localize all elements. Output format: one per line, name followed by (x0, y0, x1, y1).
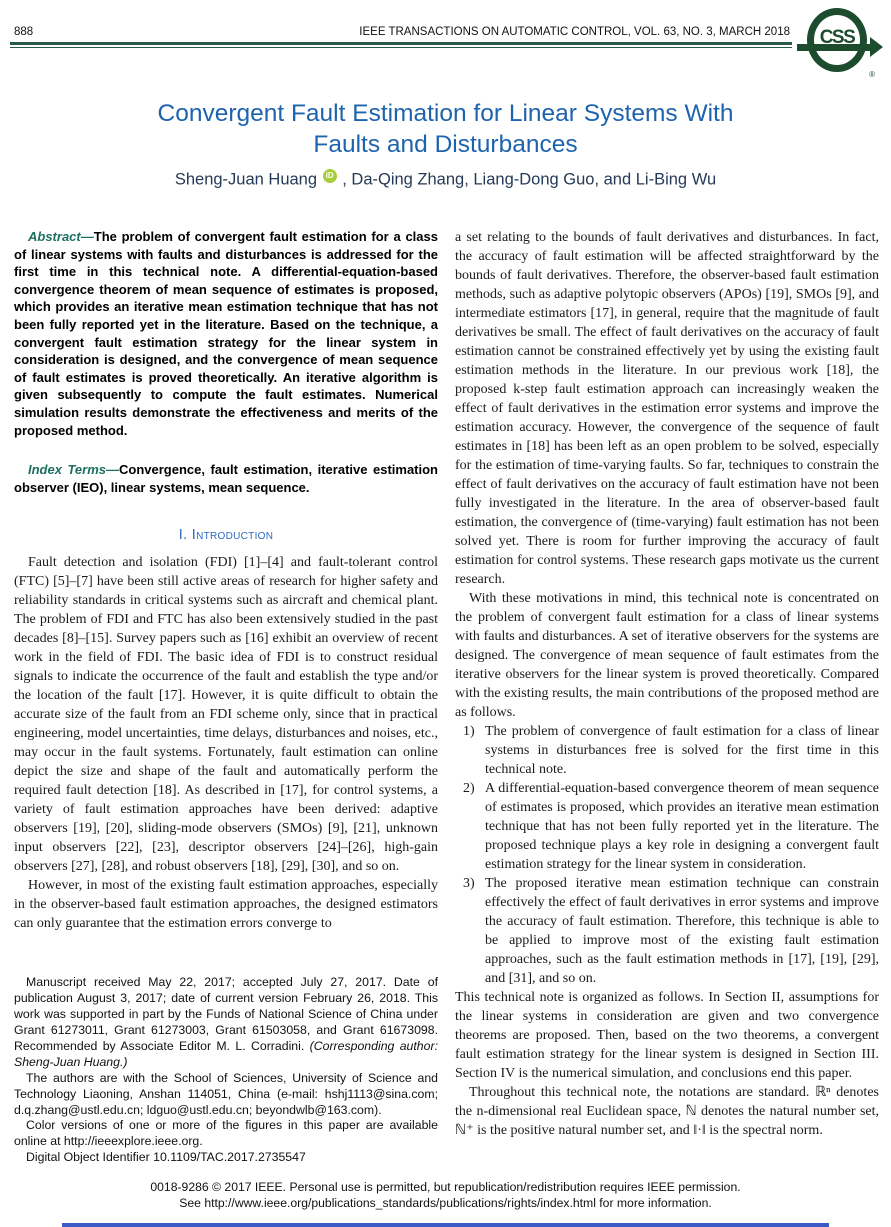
paper-title-line2: Faults and Disturbances (313, 131, 578, 158)
continuation-paragraph: a set relating to the bounds of fault derivatives and disturbances. In fact, the accuracy of fault estimation will be affected straightforward by the bounds of fault derivatives. Therefore, the observer-based fault estimation methods, such as adaptive polytopic observers (APOs) [19], SMOs [9], and intermediate estimators [17], in general, require that the magnitude of fault derivatives be small. The effect of fault derivatives on the accuracy of fault estimation cannot be constrained effectively yet by using the existing fault estimation methods in the literature. In our previous work [18], the proposed k-step fault estimation approach can increasingly weaken the effect of fault derivatives in the estimation error systems and improve the estimation accuracy. However, the convergence of the sequence of fault estimates in [18] has been left as an open problem to be solved, especially for the estimation of time-varying faults. So far, techniques to constrain the effect of fault derivatives on the accuracy of fault estimation have not been fully investigated in the literature. In the area of observer-based fault estimation, the convergence of (time-varying) fault estimation has not been solved yet. There is room for further improving the accuracy of fault estimation for control systems. These research gaps motivate us the current research. (455, 230, 879, 587)
footnote-affiliation: The authors are with the School of Sciences, University of Science and Technology Liaoning, Anshan 114051, China (e-mail: hshj1113@sina.com; d.q.zhang@ustl.edu.cn; ldguo@ustl.edu.cn; beyondwlb@163.com). (14, 1070, 438, 1117)
copyright-line1: 0018-9286 © 2017 IEEE. Personal use is permitted, but republication/redistribution requires IEEE permission. (150, 1180, 741, 1194)
section-title: Introduction (191, 527, 274, 544)
logo-arrow-head-icon (870, 37, 883, 57)
left-column (14, 228, 438, 1166)
paper-title (0, 98, 891, 160)
copyright-footer (0, 1179, 891, 1211)
list-item-number: 2) (463, 781, 475, 796)
right-column (455, 228, 879, 1140)
notation-paragraph: Throughout this technical note, the notations are standard. ℝⁿ denotes the n-dimensional real Euclidean space, ℕ denotes the natural number set, ℕ⁺ is the positive natural number set, and ‖·‖ is the spectral norm. (455, 1085, 879, 1138)
authors-rest: , Da-Qing Zhang, Liang-Dong Guo, and Li-Bing Wu (342, 170, 717, 189)
abstract-paragraph (14, 228, 438, 439)
corresponding-author-note: (Corresponding author: Sheng-Juan Huang.) (14, 1038, 438, 1069)
header-rule (10, 42, 792, 48)
organization-paragraph: This technical note is organized as follows. In Section II, assumptions for the linear systems in consideration are given and two convergence theorems are proposed. Then, based on the two theorems, a convergent fault estimation strategy for the linear system is designed in Section III. Section IV is the numerical simulation, and conclusions end this paper. (455, 990, 879, 1081)
footnote-manuscript-text: Manuscript received May 22, 2017; accepted July 27, 2017. Date of publication August 3, 2017; date of current version February 26, 2018. This work was supported in part by the Funds of National Science of China under Grant 61273011, Grant 61273003, Grant 61503058, and Grant 61673098. Recommended by Associate Editor M. L. Corradini. (14, 975, 438, 1053)
list-item-number: 3) (463, 876, 475, 891)
author-line (0, 169, 891, 190)
list-item (455, 779, 879, 874)
list-item-text: A differential-equation-based convergence theorem of mean sequence of estimates is proposed, which provides an iterative mean estimation technique that has not been fully reported yet in the literature. The proposed technique plays a key role in designing a convergent fault estimation strategy for the linear system in consideration. (485, 781, 879, 872)
page-number: 888 (14, 26, 34, 38)
paper-title-line1: Convergent Fault Estimation for Linear Systems With (157, 100, 734, 127)
header-rule-thin (10, 47, 792, 48)
author-first: Sheng-Juan Huang (174, 170, 318, 189)
index-terms-label: Index Terms— (28, 462, 120, 478)
list-item (455, 722, 879, 779)
list-item-number: 1) (463, 724, 475, 739)
bottom-edge-bar (62, 1223, 829, 1227)
footnote-color-versions[interactable]: Color versions of one or more of the figures in this paper are available online at http://ieeexplore.ieee.org. (14, 1118, 438, 1149)
list-item-text: The problem of convergence of fault estimation for a class of linear systems in disturbances free is solved for the first time in this technical note. (485, 724, 879, 777)
list-item (455, 874, 879, 988)
motivation-paragraph: With these motivations in mind, this technical note is concentrated on the problem of convergent fault estimation for a class of linear systems with faults and disturbances. A set of iterative observers for the systems are designed. The convergence of mean sequence of fault estimates from the iterative observers for the linear system is proved theoretically. Compared with the existing results, the main contributions of the proposed method are as follows. (455, 591, 879, 720)
list-item-text: The proposed iterative mean estimation technique can constrain effectively the effect of fault derivatives in error systems and improve the accuracy of fault estimation. Therefore, this technique is able to be applied to improve most of the existing fault estimation approaches, such as the fault estimation methods in [17], [19], [29], and [31], and so on. (485, 876, 879, 986)
section-heading-introduction (14, 527, 438, 543)
orcid-icon[interactable]: iD (323, 169, 337, 183)
index-terms-text: Convergence, fault estimation, iterative estimation observer (IEO), linear systems, mean sequence. (14, 462, 438, 495)
abstract-text: The problem of convergent fault estimation for a class of linear systems with faults and disturbances is addressed for the first time in this technical note. A differential-equation-based convergence theorem of mean sequence of estimates is proposed, which provides an iterative mean estimation technique that has not been fully reported yet in the literature. Based on the technique, a convergent fault estimation strategy for the linear system in consideration is designed, and the convergence of mean sequence of fault estimates is proved theoretically. An iterative algorithm is given subsequently to compute the fault estimates. Numerical simulation results demonstrate the effectiveness and merits of the proposed method. (14, 229, 438, 438)
running-header (14, 26, 790, 38)
intro-paragraph-1: Fault detection and isolation (FDI) [1]–[4] and fault-tolerant control (FTC) [5]–[7] have been still active areas of research for higher safety and reliability standards in critical systems such as aircraft and chemical plant. The problem of FDI and FTC has also been extensively studied in the past decades [8]–[15]. Survey papers such as [16] exhibit an overview of recent work in the field of FDI. The basic idea of FDI is to construct residual signals to indicate the occurrence of the fault and establish the type and/or the location of the fault [17]. However, it is quite difficult to obtain the accurate size of the fault from an FDI scheme only, since that in practical engineering, model uncertainties, time delays, disturbances and noises, etc., may occur in the fault systems. Fortunately, fault estimation can online depict the size and shape of the fault and automatically perform the required fault detection [18]. As described in [17], for control systems, a variety of fault estimation approaches have been derived: adaptive observers [19], [20], sliding-mode observers (SMOs) [9], [21], unknown input observers [22], [23], descriptor observers [24]–[26], high-gain observers [27], [28], and robust observers [18], [29], [30], and so on. (14, 555, 438, 875)
index-terms-paragraph (14, 461, 438, 496)
abstract-label: Abstract— (28, 229, 94, 244)
registered-mark: ® (869, 70, 875, 79)
logo-circle (807, 8, 867, 72)
contribution-list (455, 722, 879, 988)
copyright-line2: See http://www.ieee.org/publications_standards/publications/rights/index.html for more information. (179, 1196, 712, 1210)
first-page-footnotes (14, 975, 438, 1166)
footnote-doi: Digital Object Identifier 10.1109/TAC.2017.2735547 (26, 1150, 306, 1165)
journal-line: IEEE TRANSACTIONS ON AUTOMATIC CONTROL, VOL. 63, NO. 3, MARCH 2018 (359, 26, 790, 38)
section-number: I. (178, 527, 188, 544)
footnote-manuscript (14, 975, 438, 1070)
logo-text: CSS (819, 27, 855, 48)
css-society-logo-icon (797, 5, 885, 79)
intro-paragraph-2: However, in most of the existing fault estimation approaches, especially in the observer-based fault estimation approaches, the designed estimators can only guarantee that the estimation errors converge to (14, 878, 438, 932)
header-rule-thick (10, 42, 792, 45)
